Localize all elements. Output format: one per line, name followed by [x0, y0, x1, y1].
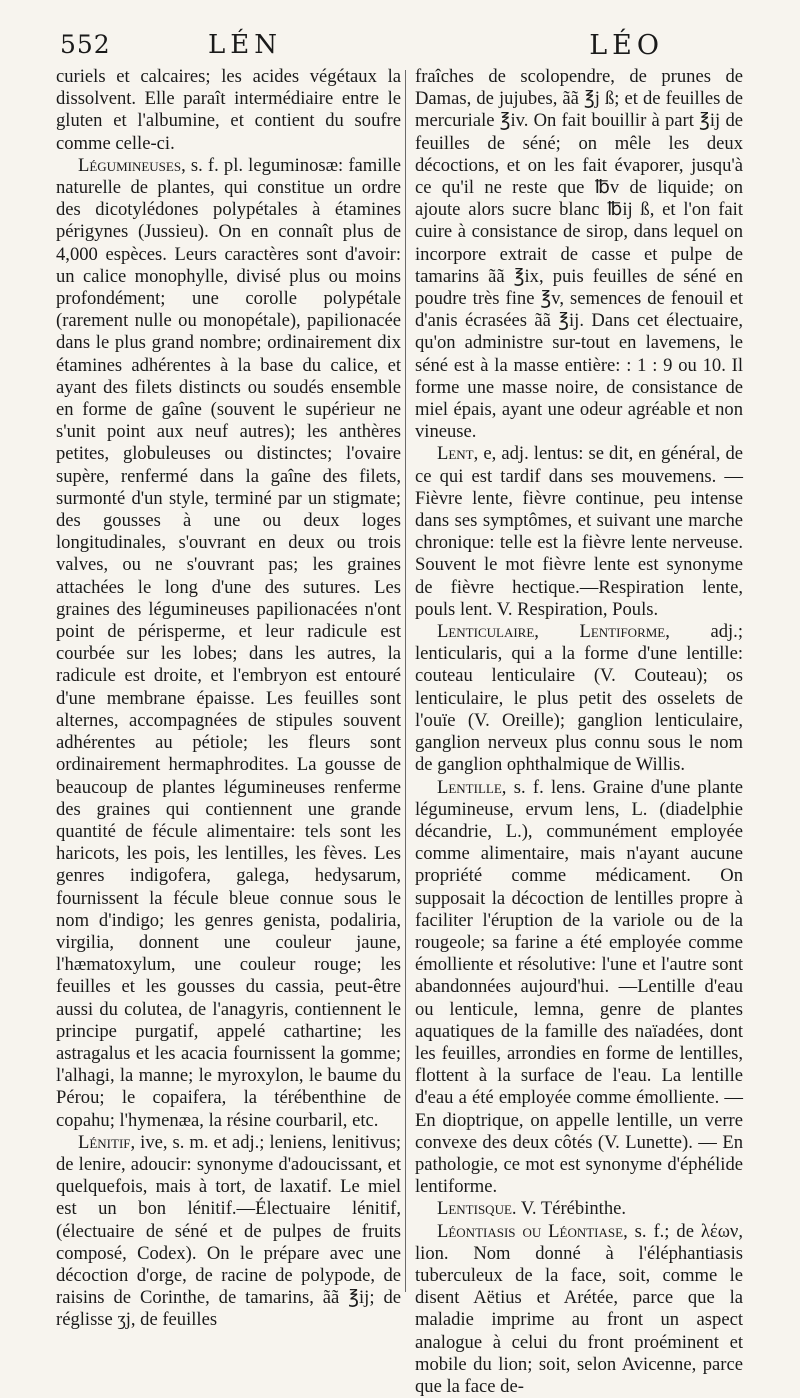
entry-body: , s. f.; de λέων, lion. Nom donné à l'éléphantiasis tuberculeux de la face, soit, comme le disent Aëtius et Arétée, parce que la maladie imprime au front un aspect analogue à celui du front proéminent et mobile du lion; soit, selon Avicenne, parce que la face de-	[415, 1220, 743, 1397]
left-running-head: LÉN	[208, 30, 282, 60]
entry-headword: Lentille	[437, 776, 502, 798]
entry-body: , adj.; lenticularis, qui a la forme d'une lentille: couteau lenticulaire (V. Couteau); os lenticulaire, le plus petit des osselets de l'ouïe (V. Oreille); ganglion lenticulaire, ganglion nerveux plus connu sous le nom de ganglion ophthalmique de Willis.	[415, 621, 743, 776]
page-number: 552	[60, 30, 111, 59]
entry-headword: Lénitif	[78, 1131, 131, 1153]
entry-continuation: fraîches de scolopendre, de prunes de Damas, de jujubes, ãã ℥j ß; et de feuilles de mercuriale ℥iv. On fait bouillir à part ℥ij de feuilles de séné; on mêle les deux décoctions, et on les fait évaporer, jusqu'à ce qu'il ne reste que ℔v de liquide; on ajoute alors sucre blanc ℔ij ß, et l'on fait cuire à consistance de sirop, dans lequel on incorpore extrait de casse et pulpe de tamarins ãã ℥ix, puis feuilles de séné en poudre très fine ℥v, semences de fenouil et d'anis écrasées ãã ℥ij. Dans cet électuaire, qu'on administre sur-tout en lavemens, le séné est à la masse entière: : 1 : 9 ou 10. Il forme une masse noire, de consistance de miel épais, ayant une odeur agréable et non vineuse.	[415, 66, 743, 443]
entry-legumineuses	[56, 155, 401, 1132]
entry-leontiasis	[415, 1221, 743, 1398]
entry-body: , s. f. lens. Graine d'une plante légumineuse, ervum lens, L. (diadelphie décandrie, L.), communément employée comme alimentaire, mais n'ayant aucune propriété comme médicament. On supposait la décoction de lentilles propre à faciliter l'éruption de la variole ou de la rougeole; sa farine a été employée comme émolliente et résolutive: l'une et l'autre sont abandonnées aujourd'hui. —Lentille d'eau ou lenticule, lemna, genre de plantes aquatiques de la famille des naïadées, dont les feuilles, arrondies en forme de lentilles, flottent à la surface de l'eau. La lentille d'eau a été employée comme émolliente. — En dioptrique, on appelle lentille, un verre convexe des deux côtés (V. Lunette). — En pathologie, ce mot est synonyme d'éphélide lentiforme.	[415, 776, 743, 1198]
entry-headword: Lenticulaire, Lentiforme	[437, 621, 666, 643]
entry-headword: Légumineuses	[78, 154, 182, 176]
entry-lent	[415, 443, 743, 621]
entry-headword: Léontiasis ou Léontiase	[437, 1220, 624, 1242]
entry-body: . V. Térébinthe.	[511, 1198, 627, 1220]
entry-lentisque	[415, 1198, 743, 1220]
entry-headword: Lentisque	[437, 1198, 512, 1220]
entry-lenticulaire	[415, 621, 743, 776]
column-divider	[405, 70, 406, 1292]
entry-lentille	[415, 777, 743, 1199]
right-column	[415, 66, 743, 1398]
entry-body: , e, adj. lentus: se dit, en général, de ce qui est tardif dans ses mouvemens. — Fièvre lente, fièvre continue, peu intense dans ses symptômes, et suivant une marche chronique: telle est la fièvre lente nerveuse. Souvent le mot fièvre lente est synonyme de fièvre hectique.—Respiration lente, pouls lent. V. Respiration, Pouls.	[415, 443, 743, 620]
entry-body: , s. f. pl. leguminosæ: famille naturelle de plantes, qui constitue un ordre des dicotylédones polypétales à étamines périgynes (Jussieu). On en connaît plus de 4,000 espèces. Leurs caractères sont d'avoir: un calice monophylle, divisé plus ou moins profondément; une corolle polypétale (rarement nulle ou monopétale), papilionacée dans le plus grand nombre; ordinairement dix étamines adhérentes à la base du calice, et ayant des filets distincts ou soudés ensemble en forme de gaîne (souvent le supérieur ne s'unit point aux neuf autres); les anthères petites, globuleuses ou distinctes; l'ovaire supère, renfermé dans la gaîne des filets, surmonté d'un style, terminé par un stigmate; des gousses à une ou deux loges longitudinales, s'ouvrant en deux ou trois valves, ou ne s'ouvrant pas; les graines attachées le long d'une des sutures. Les graines des légumineuses papilionacées n'ont point de périsperme, et leur radicule est courbée sur les lobes; dans les autres, la radicule est droite, et l'embryon est entouré d'une membrane épaisse. Les feuilles sont alternes, accompagnées de stipules souvent adhérentes au pétiole; les fleurs sont ordinairement hermaphrodites. La gousse de beaucoup de plantes légumineuses renferme des graines qui contiennent une grande quantité de fécule alimentaire: tels sont les haricots, les pois, les lentilles, les fèves. Les genres indigofera, galega, hedysarum, fournissent la fécule bleue connue sous le nom d'indigo; les genres genista, podaliria, virgilia, donnent une couleur jaune, l'hæmatoxylum, une couleur rouge; les feuilles et les gousses du cassia, peut-être aussi du colutea, de l'anagyris, contiennent le principe purgatif, appelé cathartine; les astragalus et les acacia fournissent la gomme; l'alhagi, la manne; le myroxylon, le baume du Pérou; le copaifera, la térébenthine de copahu; l'hymenæa, la résine courbaril, etc.	[56, 154, 401, 1131]
entry-headword: Lent	[437, 443, 474, 465]
right-running-head: LÉO	[589, 30, 664, 61]
left-column	[56, 66, 401, 1332]
entry-continuation: curiels et calcaires; les acides végétaux la dissolvent. Elle paraît intermédiaire entre le gluten et l'albumine, et contient du soufre comme celle-ci.	[56, 66, 401, 154]
entry-body: , ive, s. m. et adj.; leniens, lenitivus; de lenire, adoucir: synonyme d'adoucissant, et quelquefois, mais à tort, de laxatif. Le miel est un bon lénitif.—Électuaire lénitif, (électuaire de séné et de pulpes de fruits composé, Codex). On le prépare avec une décoction d'orge, de racine de polypode, de raisins de Corinthe, de tamarins, ãã ℥ij; de réglisse ʒj, de feuilles	[56, 1131, 401, 1331]
entry-lenitif	[56, 1132, 401, 1332]
